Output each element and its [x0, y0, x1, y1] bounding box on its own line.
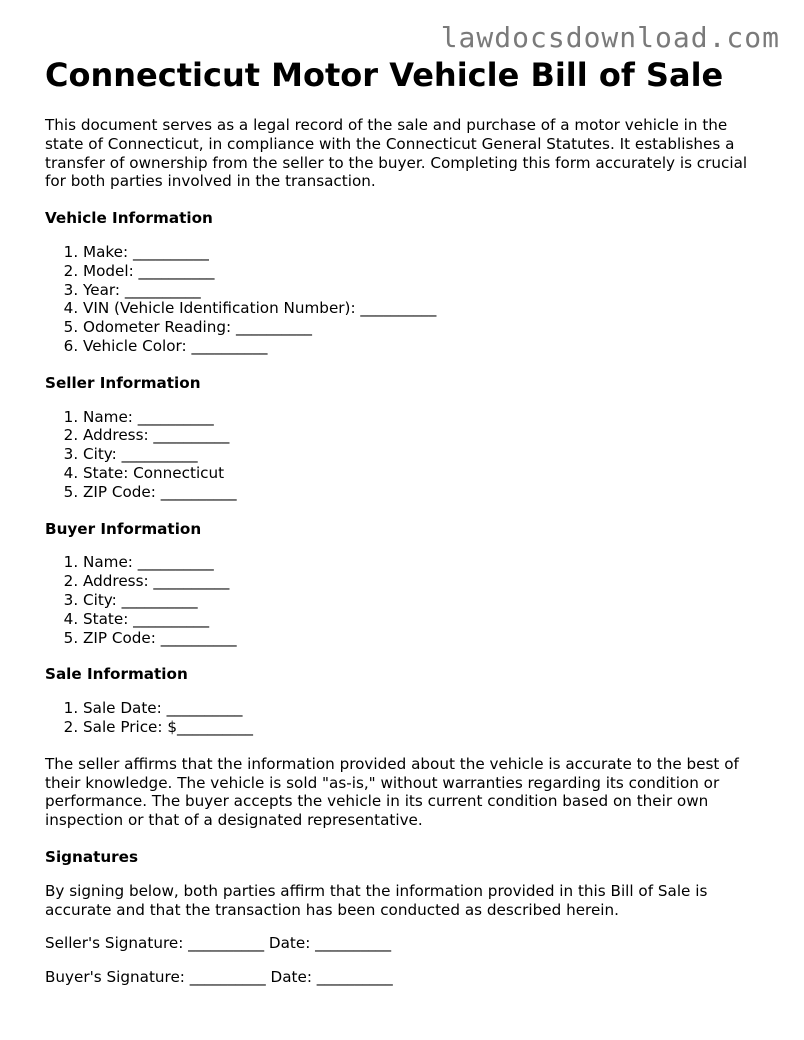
seller-state-item: 4. State: Connecticut — [83, 464, 770, 483]
watermark-text: lawdocsdownload.com — [440, 21, 780, 54]
vehicle-make-item: 1. Make: __________ — [83, 243, 770, 262]
buyer-zip-item: 5. ZIP Code: __________ — [83, 629, 770, 648]
sale-section-heading: Sale Information — [45, 665, 188, 684]
buyer-section-heading: Buyer Information — [45, 519, 202, 538]
buyer-state-item: 4. State: __________ — [83, 610, 770, 629]
vehicle-color-item: 6. Vehicle Color: __________ — [83, 337, 770, 356]
seller-section-heading: Seller Information — [45, 373, 201, 392]
document-title: Connecticut Motor Vehicle Bill of Sale — [45, 56, 724, 94]
buyer-signature-line: Buyer's Signature: __________ Date: __________ — [45, 968, 393, 987]
intro-paragraph: This document serves as a legal record of the sale and purchase of a motor vehicle in the state of Connecticut, in compliance with the Connecticut General Statutes. It establishes a transfer of ownership from the seller to the buyer. Completing this form accurately is crucial for both parties involved in the transaction. — [45, 116, 748, 191]
vehicle-year-item: 3. Year: __________ — [83, 281, 770, 300]
affirmation-paragraph: The seller affirms that the information provided about the vehicle is accurate to the best of their knowledge. The vehicle is sold "as-is," without warranties regarding its condition or performance. The buyer accepts the vehicle in its current condition based on their own inspection or that of a designated representative. — [45, 754, 739, 830]
seller-info-list — [45, 408, 770, 502]
document-body — [45, 116, 770, 987]
seller-signature-line: Seller's Signature: __________ Date: __________ — [45, 934, 392, 953]
seller-address-item: 2. Address: __________ — [83, 426, 770, 445]
sale-info-list — [45, 699, 770, 737]
vehicle-info-list — [45, 243, 770, 356]
sale-price-item: 2. Sale Price: $__________ — [83, 718, 770, 737]
vehicle-odometer-item: 5. Odometer Reading: __________ — [83, 318, 770, 337]
seller-zip-item: 5. ZIP Code: __________ — [83, 483, 770, 502]
vehicle-section-heading: Vehicle Information — [45, 209, 213, 228]
signatures-statement: By signing below, both parties affirm that the information provided in this Bill of Sale is accurate and that the transaction has been conducted as described herein. — [45, 881, 708, 919]
sale-date-item: 1. Sale Date: __________ — [83, 699, 770, 718]
buyer-info-list — [45, 553, 770, 647]
vehicle-vin-item: 4. VIN (Vehicle Identification Number): __________ — [83, 299, 770, 318]
seller-city-item: 3. City: __________ — [83, 445, 770, 464]
signatures-section-heading: Signatures — [45, 847, 138, 866]
buyer-city-item: 3. City: __________ — [83, 591, 770, 610]
vehicle-model-item: 2. Model: __________ — [83, 262, 770, 281]
buyer-address-item: 2. Address: __________ — [83, 572, 770, 591]
seller-name-item: 1. Name: __________ — [83, 408, 770, 427]
buyer-name-item: 1. Name: __________ — [83, 553, 770, 572]
